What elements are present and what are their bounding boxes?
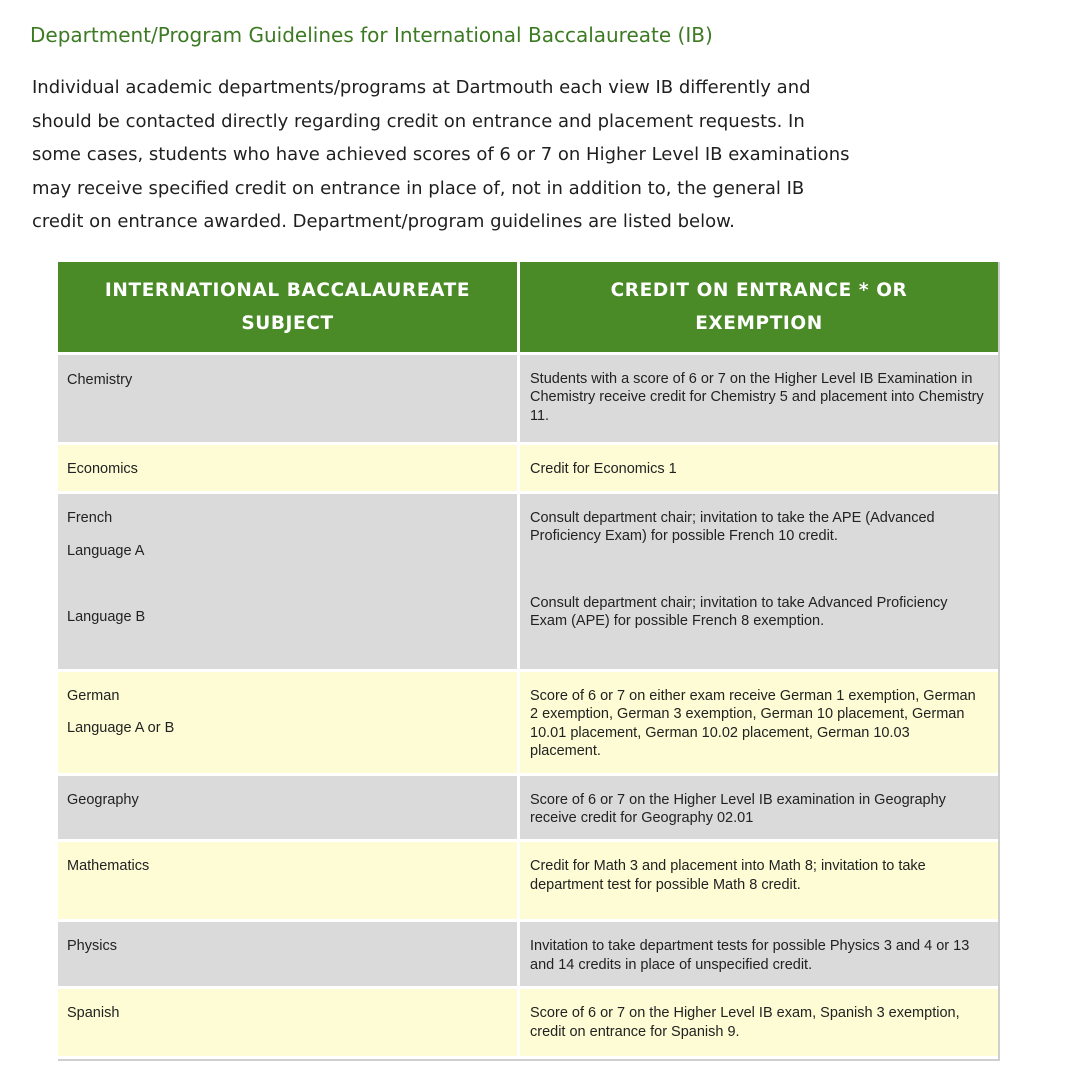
credit-cell [520,922,998,989]
table-row-german [58,672,998,776]
subject-geography: Geography [67,791,139,808]
credit-cell [520,494,998,672]
page-heading: Department/Program Guidelines for International Baccalaureate (IB) [30,23,713,47]
subject-french-language-a: Language A [67,543,145,560]
intro-paragraph [32,71,882,239]
column-header-subject [58,262,520,355]
header-credit-line1: CREDIT ON ENTRANCE * OR [610,280,908,301]
credit-geography: Score of 6 or 7 on the Higher Level IB examination in Geography receive credit for Geography 02.01 [530,791,946,827]
column-header-credit [520,262,998,355]
table-row-chemistry [58,355,998,445]
table-row-french [58,494,998,672]
credit-french-language-b: Consult department chair; invitation to take Advanced Proficiency Exam (APE) for possible French 8 exemption. [530,594,948,630]
header-subject-line2: SUBJECT [241,313,334,334]
credit-economics: Credit for Economics 1 [530,461,677,477]
subject-french-language-b: Language B [67,608,146,625]
intro-line: may receive specified credit on entrance in place of, not in addition to, the general IB [32,177,805,199]
subject-cell [58,445,520,494]
table-row-geography [58,776,998,843]
intro-line: credit on entrance awarded. Department/program guidelines are listed below. [32,211,735,232]
credit-german: Score of 6 or 7 on either exam receive German 1 exemption, German 2 exemption, German 3 exemption, German 10 placement, German 10.01 placement, German 10.02 placement, German 10.03 placement. [530,688,976,760]
subject-cell [58,776,520,843]
credit-cell [520,776,998,843]
subject-spanish: Spanish [67,1005,120,1022]
header-subject-line1: INTERNATIONAL BACCALAUREATE [104,280,471,301]
subject-cell [58,842,520,922]
table-row-physics [58,922,998,989]
subject-mathematics: Mathematics [67,858,150,875]
credit-spanish: Score of 6 or 7 on the Higher Level IB exam, Spanish 3 exemption, credit on entrance for Spanish 9. [530,1005,960,1040]
ib-guidelines-table [58,262,1000,1061]
subject-economics: Economics [67,461,138,477]
table-row-mathematics [58,842,998,922]
credit-physics: Invitation to take department tests for possible Physics 3 and 4 or 13 and 14 credits in place of unspecified credit. [530,938,970,973]
intro-line: some cases, students who have achieved scores of 6 or 7 on Higher Level IB examinations [32,144,850,165]
table-row-spanish [58,989,998,1059]
subject-german: German [67,688,120,704]
subject-cell [58,494,520,672]
intro-line: Individual academic departments/programs at Dartmouth each view IB differently and [32,77,811,98]
credit-french-language-a: Consult department chair; invitation to take the APE (Advanced Proficiency Exam) for possible French 10 credit. [530,510,935,545]
table-header-row [58,262,998,355]
credit-cell [520,989,998,1059]
credit-mathematics: Credit for Math 3 and placement into Math 8; invitation to take department test for possible Math 8 credit. [530,858,926,893]
subject-cell [58,989,520,1059]
intro-line: should be contacted directly regarding credit on entrance and placement requests. In [32,110,805,132]
credit-chemistry: Students with a score of 6 or 7 on the Higher Level IB Examination in Chemistry receive credit for Chemistry 5 and placement into Chemistry 11. [530,371,984,424]
subject-cell [58,355,520,445]
table-row-economics [58,445,998,494]
subject-cell [58,672,520,776]
subject-chemistry: Chemistry [67,372,133,388]
credit-cell [520,355,998,445]
header-credit-line2: EXEMPTION [695,313,823,334]
credit-cell [520,672,998,776]
subject-french: French [67,510,113,526]
subject-cell [58,922,520,989]
subject-physics: Physics [67,938,117,955]
subject-german-language: Language A or B [67,720,175,737]
credit-cell [520,842,998,922]
credit-cell [520,445,998,494]
